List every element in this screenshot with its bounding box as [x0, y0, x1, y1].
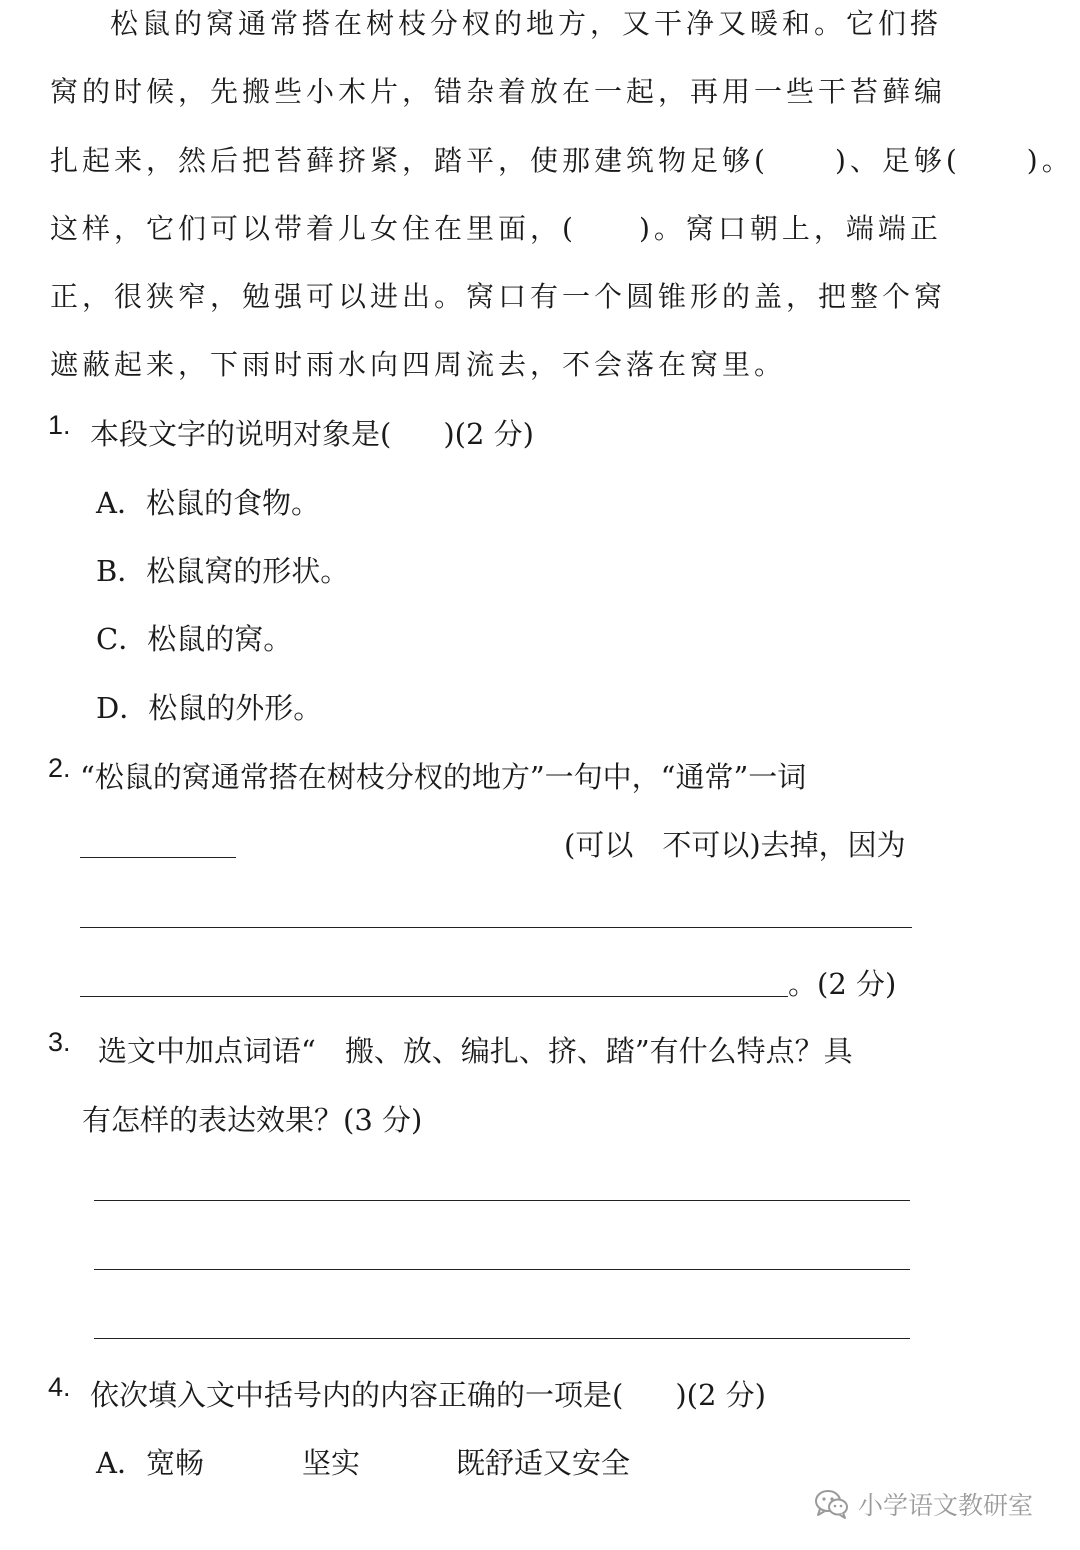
question-2-answer-line-2[interactable]	[80, 996, 788, 997]
question-3-text-line-1: 选文中加点词语“ 搬、放、编扎、挤、踏”有什么特点？具	[98, 1034, 853, 1068]
question-4-text	[90, 1373, 766, 1414]
question-1-option-b: B．松鼠窝的形状。	[96, 554, 350, 588]
question-3-answer-line-2[interactable]	[94, 1269, 910, 1270]
question-3-answer-line-1[interactable]	[94, 1200, 910, 1201]
question-4-option-a-2: 坚实	[302, 1446, 361, 1480]
passage-line-5: 正，很狭窄，勉强可以进出。窝口有一个圆锥形的盖，把整个窝	[50, 280, 947, 313]
passage-line-4	[50, 207, 942, 247]
question-1-number: 1.	[48, 410, 71, 440]
question-1-option-c: C．松鼠的窝。	[96, 622, 293, 656]
question-1-text	[90, 412, 534, 453]
question-1-text-b: )(2 分)	[443, 417, 534, 451]
question-2-answer-line-1[interactable]	[80, 927, 912, 928]
question-1-text-a: 本段文字的说明对象是(	[90, 417, 392, 451]
question-2-choice: (可以 不可以)去掉，因为	[564, 828, 906, 862]
question-4-option-a-1: A．宽畅	[96, 1446, 204, 1480]
watermark-text: 小学语文教研室	[858, 1491, 1034, 1520]
passage-line-1: 松鼠的窝通常搭在树枝分杈的地方，又干净又暖和。它们搭	[110, 7, 943, 40]
question-4-text-b: )(2 分)	[675, 1378, 766, 1412]
passage-line-3-part-3: )。	[1026, 144, 1074, 177]
question-4-option-a-3: 既舒适又安全	[456, 1446, 631, 1480]
question-2-blank-1[interactable]	[80, 857, 236, 858]
passage-line-4-part-2: )。窝口朝上，端端正	[638, 212, 942, 245]
passage-line-3-part-2: )、足够(	[834, 144, 961, 177]
passage-line-3	[50, 139, 1074, 179]
question-1-option-a: A．松鼠的食物。	[96, 486, 320, 520]
wechat-icon	[814, 1488, 850, 1520]
passage-line-2: 窝的时候，先搬些小木片，错杂着放在一起，再用一些干苔藓编	[50, 75, 947, 108]
question-2-number: 2.	[48, 753, 71, 783]
watermark	[814, 1484, 1033, 1524]
passage-line-6: 遮蔽起来，下雨时雨水向四周流去，不会落在窝里。	[50, 348, 787, 381]
question-3-number: 3.	[48, 1027, 71, 1057]
question-3-text-line-2: 有怎样的表达效果？(3 分)	[82, 1103, 423, 1137]
question-2-text: “松鼠的窝通常搭在树枝分杈的地方”一句中，“通常”一词	[80, 760, 807, 794]
passage-line-3-part-1: 扎起来，然后把苔藓挤紧，踏平，使那建筑物足够(	[50, 144, 769, 177]
question-1-option-d: D．松鼠的外形。	[96, 691, 323, 725]
question-2-score: 。(2 分)	[788, 967, 897, 1001]
question-4-number: 4.	[48, 1372, 71, 1402]
question-3-answer-line-3[interactable]	[94, 1338, 910, 1339]
passage-line-4-part-1: 这样，它们可以带着儿女住在里面，(	[50, 212, 577, 245]
question-4-text-a: 依次填入文中括号内的内容正确的一项是(	[90, 1378, 624, 1412]
